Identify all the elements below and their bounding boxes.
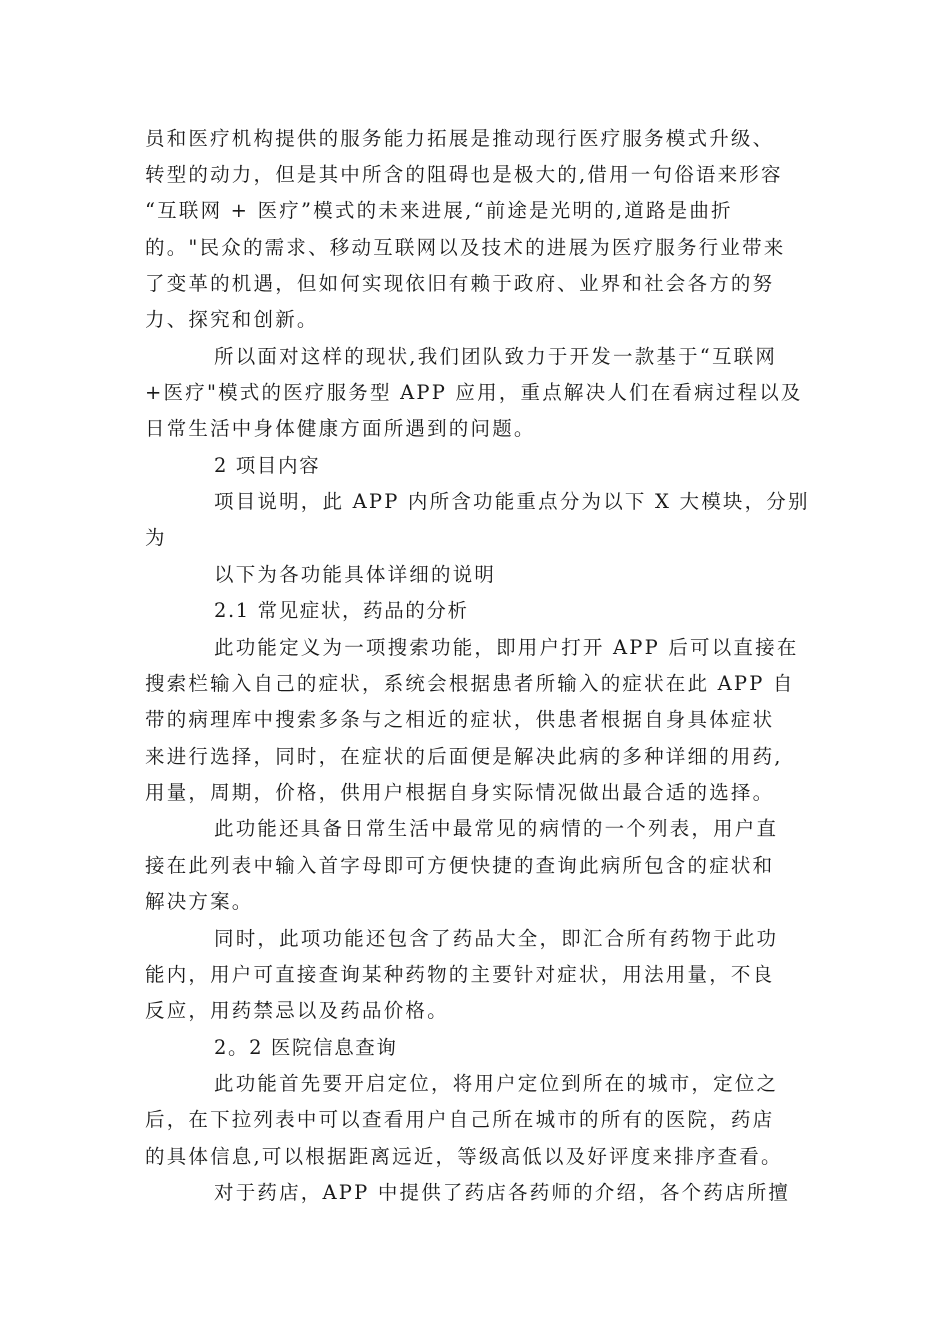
text-line: 反应，用药禁忌以及药品价格。 [145,999,449,1022]
paragraph-start: 此功能定义为一项搜索功能，即用户打开 APP 后可以直接在 [214,636,799,659]
text-line: 来进行选择，同时，在症状的后面便是解决此病的多种详细的用药, [145,745,783,768]
text-line: 接在此列表中输入首字母即可方便快捷的查询此病所包含的症状和 [145,854,775,877]
text-line: 日常生活中身体健康方面所遇到的问题。 [145,417,536,440]
paragraph-start: 项目说明，此 APP 内所含功能重点分为以下 X 大模块，分别 [214,490,810,513]
text-line: 解决方案。 [145,890,254,913]
text-line: 的具体信息,可以根据距离远近，等级高低以及好评度来排序查看。 [145,1145,783,1168]
text-line: 能内，用户可直接查询某种药物的主要针对症状，用法用量，不良 [145,963,775,986]
text-line: “互联网 + 医疗”模式的未来进展,“前途是光明的,道路是曲折 [145,199,733,222]
section-heading: 2。2 医院信息查询 [214,1036,398,1059]
text-line: 了变革的机遇，但如何实现依旧有赖于政府、业界和社会各方的努 [145,272,775,295]
text-line: 的。"民众的需求、移动互联网以及技术的进展为医疗服务行业带来 [145,236,786,259]
paragraph-start: 对于药店，APP 中提供了药店各药师的介绍，各个药店所擅 [214,1181,791,1204]
section-heading: 2.1 常见症状，药品的分析 [214,599,469,622]
text-line: 为 [145,526,167,549]
section-heading: 2 项目内容 [214,454,321,477]
paragraph-start: 以下为各功能具体详细的说明 [214,563,497,586]
paragraph-start: 此功能首先要开启定位，将用户定位到所在的城市，定位之 [214,1072,779,1095]
paragraph-start: 此功能还具备日常生活中最常见的病情的一个列表，用户直 [214,817,779,840]
text-line: 后，在下拉列表中可以查看用户自己所在城市的所有的医院，药店 [145,1108,775,1131]
paragraph-start: 所以面对这样的现状,我们团队致力于开发一款基于“互联网 [214,345,778,368]
text-line: 带的病理库中搜索多条与之相近的症状，供患者根据自身具体症状 [145,708,775,731]
paragraph-start: 同时，此项功能还包含了药品大全，即汇合所有药物于此功 [214,927,779,950]
text-line: 员和医疗机构提供的服务能力拓展是推动现行医疗服务模式升级、 [145,127,775,150]
text-line: 转型的动力，但是其中所含的阻碍也是极大的,借用一句俗语来形容 [145,163,783,186]
text-line: 力、探究和创新。 [145,308,319,331]
text-line: 用量，周期，价格，供用户根据自身实际情况做出最合适的选择。 [145,781,775,804]
text-line: 搜索栏输入自己的症状，系统会根据患者所输入的症状在此 APP 自 [145,672,795,695]
text-line: +医疗"模式的医疗服务型 APP 应用，重点解决人们在看病过程以及 [145,381,803,404]
